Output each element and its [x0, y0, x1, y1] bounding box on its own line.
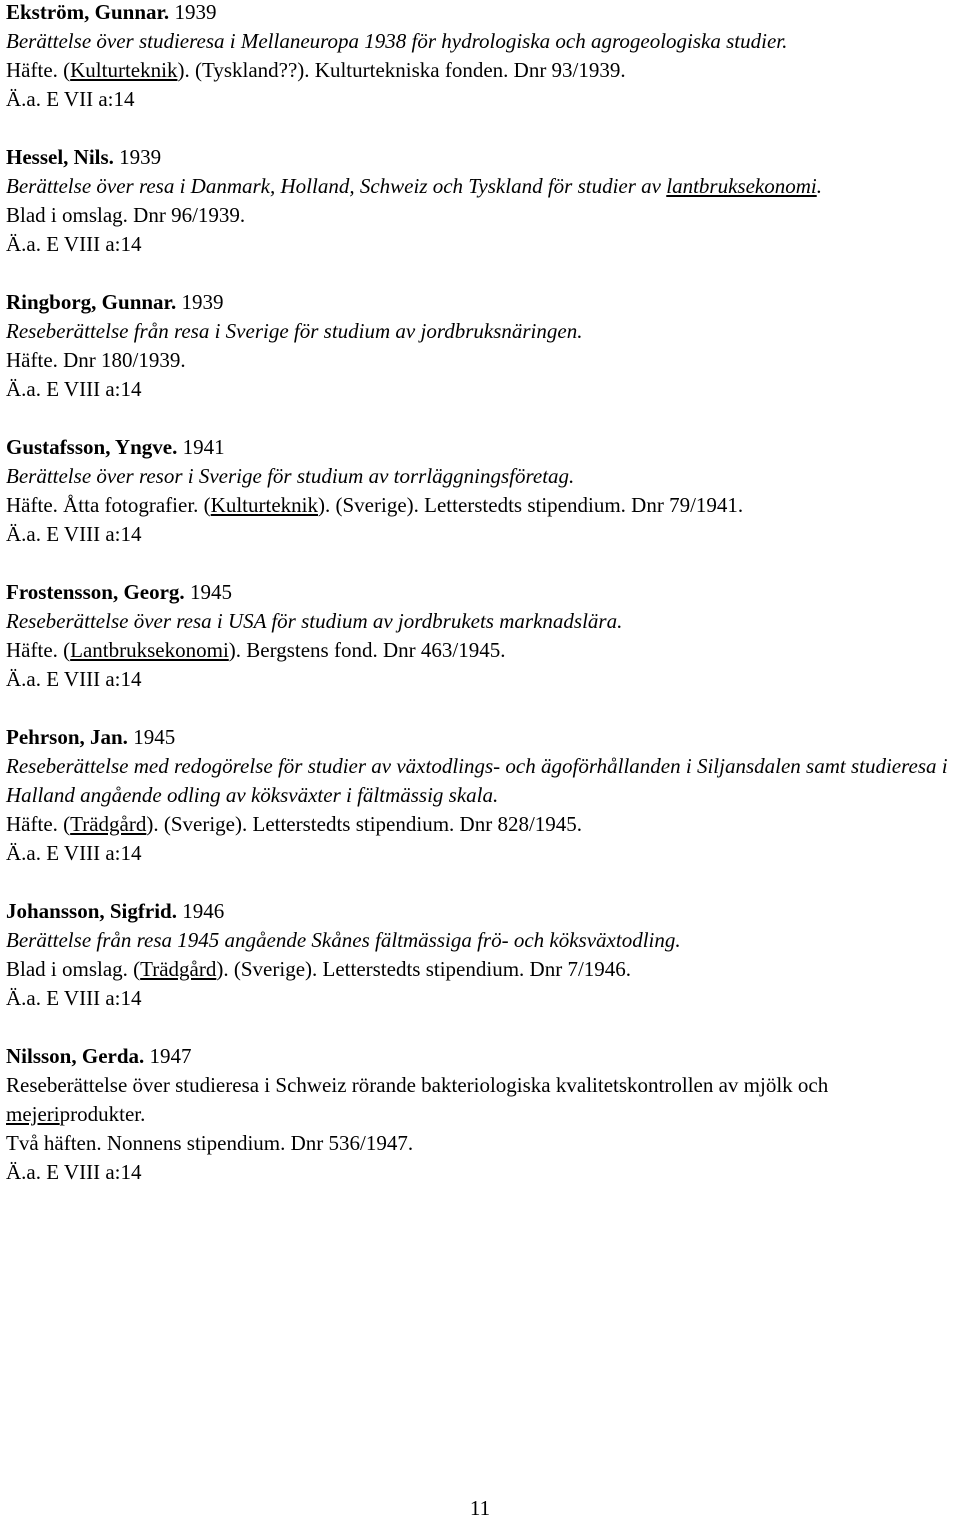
author-name: Johansson, Sigfrid. — [6, 899, 177, 923]
catalog-entry — [6, 143, 956, 259]
subject-keyword: mejeri — [6, 1102, 60, 1126]
entry-details: Häfte. Åtta fotografier. (Kulturteknik). (Sverige). Letterstedts stipendium. Dnr 79/1941. — [6, 493, 744, 517]
catalog-entry — [6, 578, 956, 694]
page-number: 11 — [469, 1496, 491, 1520]
entry-title: Reseberättelse över studieresa i Schweiz rörande bakteriologiska kvalitetskontrollen av mjölk och mejeriprodukter. — [6, 1073, 829, 1126]
entry-details: Blad i omslag. (Trädgård). (Sverige). Letterstedts stipendium. Dnr 7/1946. — [6, 957, 632, 981]
shelf-mark: Ä.a. E VIII a:14 — [6, 232, 142, 256]
author-name: Ringborg, Gunnar. — [6, 290, 177, 314]
subject-keyword: Trädgård — [140, 957, 217, 981]
entry-year: 1945 — [133, 725, 176, 749]
entry-title: Berättelse över studieresa i Mellaneuropa 1938 för hydrologiska och agrogeologiska studier. — [6, 29, 788, 53]
document-body — [6, 0, 956, 1216]
shelf-mark: Ä.a. E VIII a:14 — [6, 986, 142, 1010]
shelf-mark: Ä.a. E VIII a:14 — [6, 522, 142, 546]
subject-keyword: lantbruksekonomi — [666, 174, 817, 198]
entry-title: Reseberättelse från resa i Sverige för studium av jordbruksnäringen. — [6, 319, 583, 343]
subject-keyword: Lantbruksekonomi — [70, 638, 229, 662]
entry-details: Häfte. Dnr 180/1939. — [6, 348, 186, 372]
entry-year: 1947 — [149, 1044, 192, 1068]
catalog-entry — [6, 1042, 956, 1187]
entry-year: 1939 — [181, 290, 224, 314]
shelf-mark: Ä.a. E VIII a:14 — [6, 1160, 142, 1184]
author-name: Frostensson, Georg. — [6, 580, 185, 604]
catalog-entry — [6, 433, 956, 549]
subject-keyword: Trädgård — [70, 812, 147, 836]
entry-year: 1945 — [189, 580, 232, 604]
author-name: Nilsson, Gerda. — [6, 1044, 145, 1068]
author-name: Ekström, Gunnar. — [6, 0, 170, 24]
author-name: Pehrson, Jan. — [6, 725, 128, 749]
entry-title: Reseberättelse med redogörelse för studier av växtodlings- och ägoförhållanden i Siljansdalen samt studieresa i Halland angående odling av köksväxter i fältmässig skala. — [6, 754, 948, 807]
entry-title: Berättelse över resa i Danmark, Holland, Schweiz och Tyskland för studier av lantbruksekonomi. — [6, 174, 822, 198]
entry-year: 1946 — [182, 899, 225, 923]
entry-details: Två häften. Nonnens stipendium. Dnr 536/1947. — [6, 1131, 414, 1155]
shelf-mark: Ä.a. E VIII a:14 — [6, 841, 142, 865]
catalog-entry — [6, 0, 956, 114]
entry-details: Häfte. (Trädgård). (Sverige). Letterstedts stipendium. Dnr 828/1945. — [6, 812, 583, 836]
shelf-mark: Ä.a. E VIII a:14 — [6, 667, 142, 691]
author-name: Gustafsson, Yngve. — [6, 435, 178, 459]
catalog-entry — [6, 723, 956, 868]
subject-keyword: Kulturteknik — [70, 58, 178, 82]
author-name: Hessel, Nils. — [6, 145, 114, 169]
entry-details: Blad i omslag. Dnr 96/1939. — [6, 203, 246, 227]
entry-title: Berättelse över resor i Sverige för studium av torrläggningsföretag. — [6, 464, 575, 488]
catalog-entry — [6, 897, 956, 1013]
entry-details: Häfte. (Kulturteknik). (Tyskland??). Kulturtekniska fonden. Dnr 93/1939. — [6, 58, 626, 82]
subject-keyword: Kulturteknik — [210, 493, 318, 517]
entry-details: Häfte. (Lantbruksekonomi). Bergstens fond. Dnr 463/1945. — [6, 638, 506, 662]
entry-title: Reseberättelse över resa i USA för studium av jordbrukets marknadslära. — [6, 609, 623, 633]
shelf-mark: Ä.a. E VII a:14 — [6, 87, 135, 111]
catalog-entry — [6, 288, 956, 404]
shelf-mark: Ä.a. E VIII a:14 — [6, 377, 142, 401]
entry-year: 1939 — [174, 0, 217, 24]
entry-year: 1941 — [182, 435, 225, 459]
entry-year: 1939 — [119, 145, 162, 169]
entry-title: Berättelse från resa 1945 angående Skånes fältmässiga frö- och köksväxtodling. — [6, 928, 681, 952]
